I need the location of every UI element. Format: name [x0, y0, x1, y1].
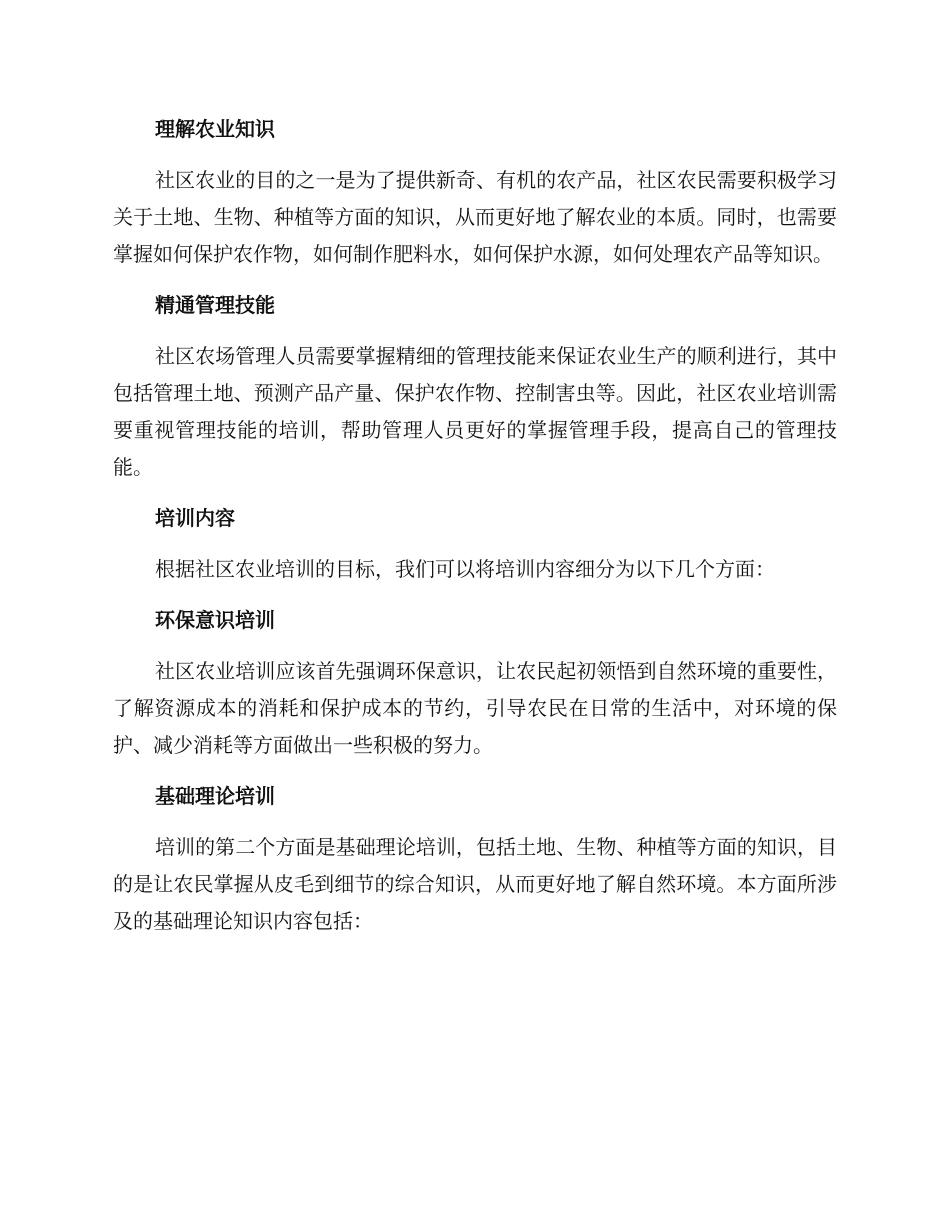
section-paragraph-basic-theory: 培训的第二个方面是基础理论培训，包括土地、生物、种植等方面的知识，目的是让农民掌握从皮毛到细节的综合知识，从而更好地了解自然环境。本方面所涉及的基础理论知识内容包括： — [113, 835, 837, 933]
section-heading-understand-agriculture: 理解农业知识 — [155, 117, 275, 141]
section-paragraph-understand-agriculture: 社区农业的目的之一是为了提供新奇、有机的农产品，社区农民需要积极学习关于土地、生物、种植等方面的知识，从而更好地了解农业的本质。同时，也需要掌握如何保护农作物，如何制作肥料水，如何保护水源，如何处理农产品等知识。 — [113, 168, 837, 266]
section-heading-training-content: 培训内容 — [155, 506, 235, 530]
section-heading-environmental-awareness: 环保意识培训 — [155, 608, 275, 632]
section-paragraph-environmental-awareness: 社区农业培训应该首先强调环保意识，让农民起初领悟到自然环境的重要性，了解资源成本的消耗和保护成本的节约，引导农民在日常的生活中，对环境的保护、减少消耗等方面做出一些积极的努力。 — [113, 659, 837, 757]
section-paragraph-training-content: 根据社区农业培训的目标，我们可以将培训内容细分为以下几个方面： — [155, 557, 775, 581]
section-heading-basic-theory: 基础理论培训 — [155, 784, 275, 808]
section-paragraph-management-skills: 社区农场管理人员需要掌握精细的管理技能来保证农业生产的顺利进行，其中包括管理土地、预测产品产量、保护农作物、控制害虫等。因此，社区农业培训需要重视管理技能的培训，帮助管理人员更好的掌握管理手段，提高自己的管理技能。 — [113, 344, 837, 479]
section-heading-management-skills: 精通管理技能 — [155, 293, 275, 317]
document-page — [113, 109, 837, 940]
